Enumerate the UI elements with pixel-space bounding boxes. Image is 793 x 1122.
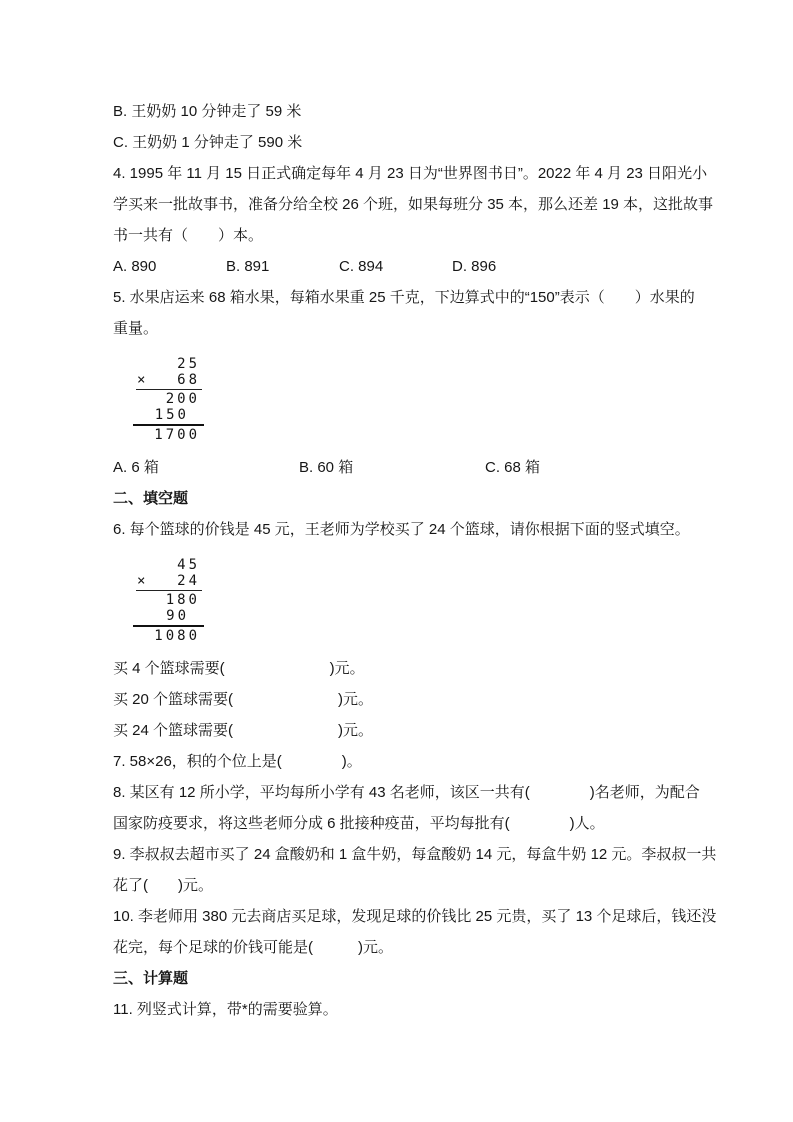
partial-product-2: 150 <box>154 407 189 423</box>
times-sign: × <box>137 372 149 388</box>
final-product: 1700 <box>154 427 200 443</box>
multiplier: 68 <box>177 372 200 388</box>
text-line: 5. 水果店运来 68 箱水果，每箱水果重 25 千克，下边算式中的“150”表示（ ）水果的 <box>113 289 695 306</box>
option-item: D. 896 <box>452 258 497 275</box>
options-row <box>113 452 693 483</box>
text-line: 4. 1995 年 11 月 15 日正式确定每年 4 月 23 日为“世界图书日”。2022 年 4 月 23 日阳光小 <box>113 165 708 182</box>
option-item: B. 891 <box>226 258 270 275</box>
partial-rule <box>136 590 202 591</box>
partial-rule <box>136 389 202 390</box>
multiplier: 24 <box>177 573 200 589</box>
times-sign: × <box>137 573 149 589</box>
multiplicand: 45 <box>177 557 200 573</box>
text-line: 学买来一批故事书，准备分给全校 26 个班，如果每班分 35 本，那么还差 19 本，这批故事 <box>113 196 714 213</box>
text-line: 9. 李叔叔去超市买了 24 盒酸奶和 1 盒牛奶，每盒酸奶 14 元，每盒牛奶 12 元。李叔叔一共 <box>113 846 717 863</box>
text-line: B. 王奶奶 10 分钟走了 59 米 <box>113 103 302 120</box>
text-line: C. 王奶奶 1 分钟走了 590 米 <box>113 134 303 151</box>
text-line: 买 4 个篮球需要( )元。 <box>113 660 365 677</box>
multiplier-row <box>136 573 202 589</box>
options-row <box>113 251 693 282</box>
partial-product-1: 180 <box>165 592 200 608</box>
section-heading: 二、填空题 <box>113 490 189 507</box>
option-item: B. 60 箱 <box>299 459 354 476</box>
text-line: 买 20 个篮球需要( )元。 <box>113 691 374 708</box>
option-item: C. 894 <box>339 258 384 275</box>
text-line: 11. 列竖式计算，带*的需要验算。 <box>113 1001 338 1018</box>
multiplicand: 25 <box>177 356 200 372</box>
text-line: 书一共有（ ）本。 <box>113 227 264 244</box>
text-line: 买 24 个篮球需要( )元。 <box>113 722 374 739</box>
vertical-multiplication <box>136 356 202 443</box>
text-line: 6. 每个篮球的价钱是 45 元，王老师为学校买了 24 个篮球，请你根据下面的竖式填空。 <box>113 521 690 538</box>
text-line: 7. 58×26，积的个位上是( )。 <box>113 753 362 770</box>
section-heading: 三、计算题 <box>113 970 189 987</box>
total-rule <box>133 625 204 627</box>
partial-product-2: 90 <box>166 608 189 624</box>
text-line: 10. 李老师用 380 元去商店买足球，发现足球的价钱比 25 元贵，买了 13 个足球后，钱还没 <box>113 908 717 925</box>
partial-product-1: 200 <box>165 391 200 407</box>
text-line: 8. 某区有 12 所小学，平均每所小学有 43 名老师，该区一共有( )名老师，为配合 <box>113 784 700 801</box>
text-line: 重量。 <box>113 320 159 337</box>
option-item: A. 6 箱 <box>113 459 159 476</box>
option-item: A. 890 <box>113 258 157 275</box>
vertical-multiplication <box>136 557 202 644</box>
multiplier-row <box>136 372 202 388</box>
option-item: C. 68 箱 <box>485 459 541 476</box>
text-line: 国家防疫要求，将这些老师分成 6 批接种疫苗，平均每批有( )人。 <box>113 815 605 832</box>
total-rule <box>133 424 204 426</box>
final-product: 1080 <box>154 628 200 644</box>
text-line: 花了( )元。 <box>113 877 213 894</box>
text-line: 花完，每个足球的价钱可能是( )元。 <box>113 939 393 956</box>
